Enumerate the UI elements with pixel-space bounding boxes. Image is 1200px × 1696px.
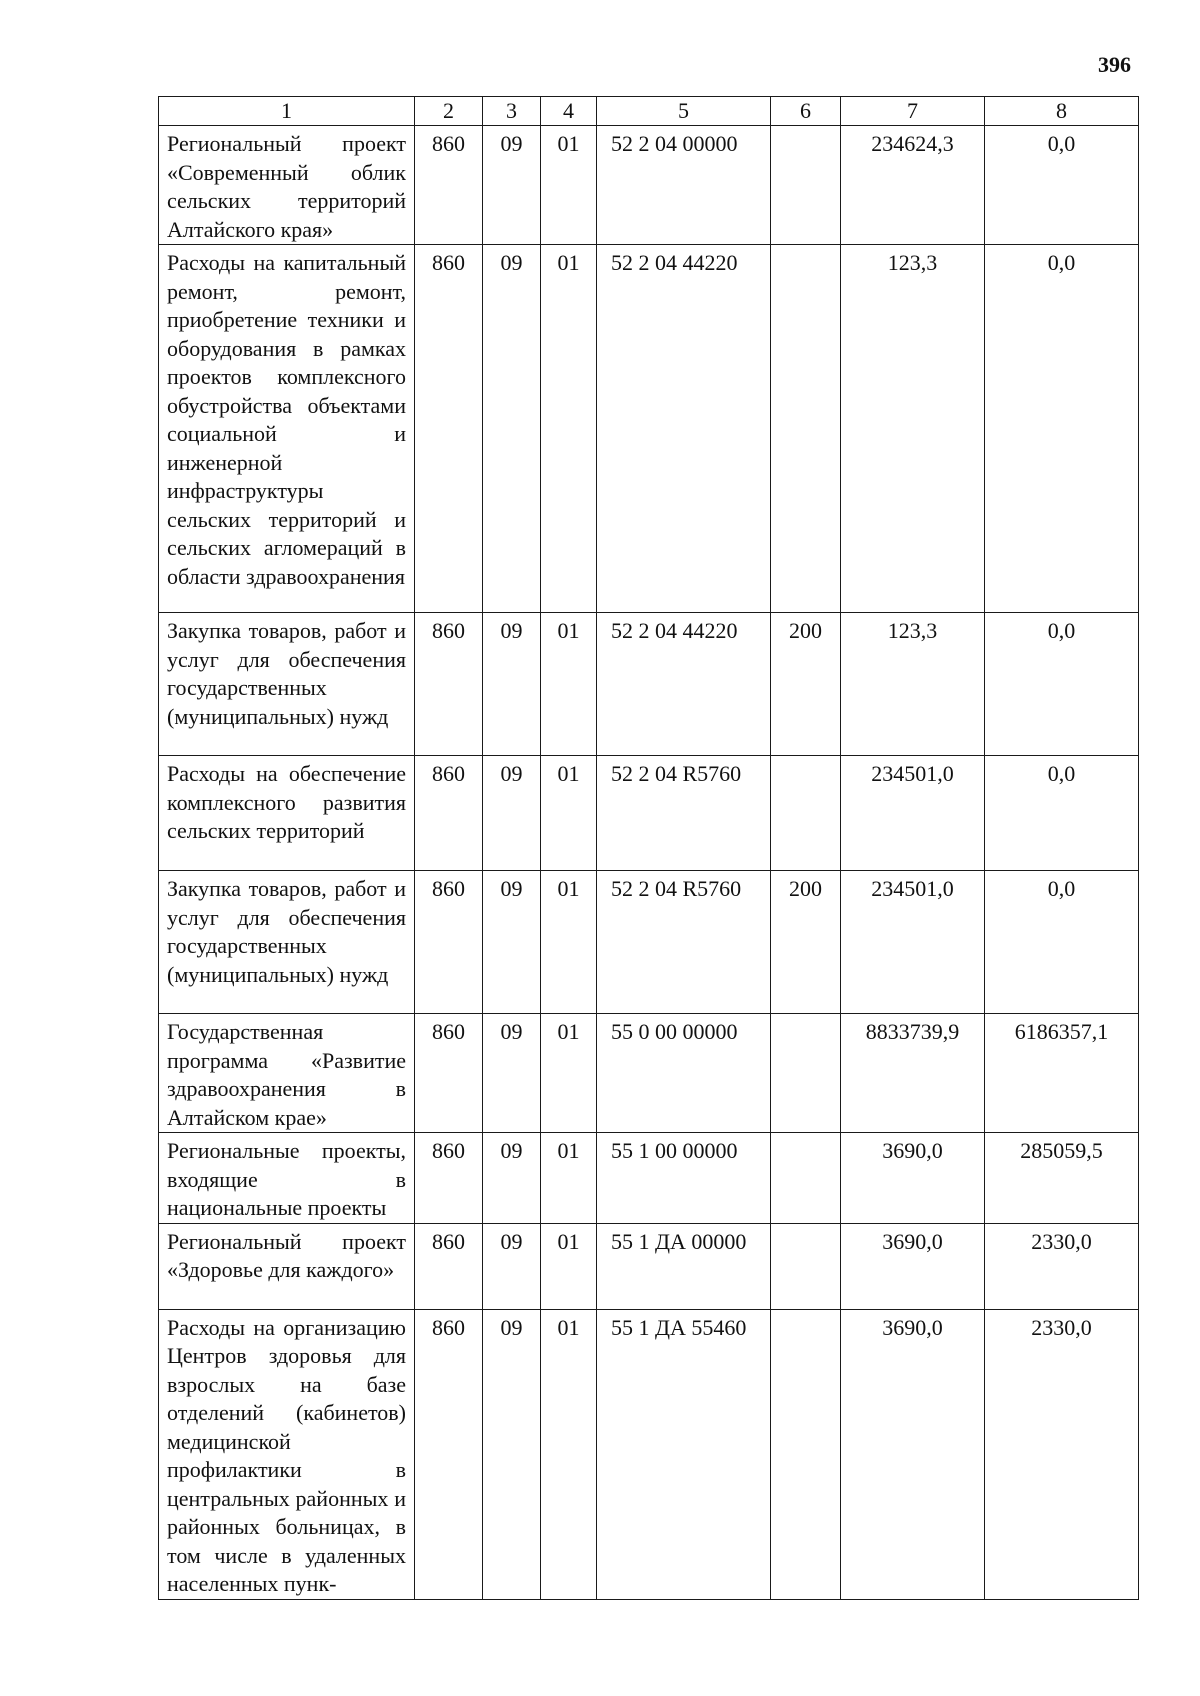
amount-year-2: 6186357,1 bbox=[985, 1014, 1139, 1133]
column-header: 2 bbox=[415, 97, 483, 126]
section-code: 09 bbox=[483, 613, 541, 756]
target-article-code: 55 1 ДА 00000 bbox=[597, 1223, 771, 1309]
chapter-code: 860 bbox=[415, 1223, 483, 1309]
chapter-code: 860 bbox=[415, 1309, 483, 1599]
table-row bbox=[159, 1014, 1139, 1133]
budget-table bbox=[158, 96, 1139, 1600]
row-name: Региональные проекты, входящие в национальные проекты bbox=[159, 1133, 415, 1224]
table-row bbox=[159, 613, 1139, 756]
amount-year-1: 123,3 bbox=[841, 613, 985, 756]
amount-year-2: 0,0 bbox=[985, 126, 1139, 245]
amount-year-1: 234501,0 bbox=[841, 756, 985, 871]
column-header: 3 bbox=[483, 97, 541, 126]
amount-year-2: 2330,0 bbox=[985, 1309, 1139, 1599]
target-article-code: 52 2 04 44220 bbox=[597, 245, 771, 613]
expense-type-code: 200 bbox=[771, 613, 841, 756]
expense-type-code bbox=[771, 1014, 841, 1133]
amount-year-2: 0,0 bbox=[985, 613, 1139, 756]
amount-year-2: 2330,0 bbox=[985, 1223, 1139, 1309]
amount-year-2: 0,0 bbox=[985, 756, 1139, 871]
subsection-code: 01 bbox=[541, 1014, 597, 1133]
chapter-code: 860 bbox=[415, 871, 483, 1014]
column-header: 1 bbox=[159, 97, 415, 126]
subsection-code: 01 bbox=[541, 871, 597, 1014]
subsection-code: 01 bbox=[541, 1133, 597, 1224]
amount-year-1: 234624,3 bbox=[841, 126, 985, 245]
column-header: 8 bbox=[985, 97, 1139, 126]
row-name: Региональный проект «Современный облик сельских территорий Алтайского края» bbox=[159, 126, 415, 245]
table-row bbox=[159, 1309, 1139, 1599]
amount-year-1: 3690,0 bbox=[841, 1223, 985, 1309]
chapter-code: 860 bbox=[415, 1014, 483, 1133]
target-article-code: 52 2 04 44220 bbox=[597, 613, 771, 756]
subsection-code: 01 bbox=[541, 613, 597, 756]
table-row bbox=[159, 756, 1139, 871]
subsection-code: 01 bbox=[541, 1223, 597, 1309]
section-code: 09 bbox=[483, 245, 541, 613]
section-code: 09 bbox=[483, 1309, 541, 1599]
amount-year-2: 285059,5 bbox=[985, 1133, 1139, 1224]
row-name: Закупка товаров, работ и услуг для обеспечения государственных (муниципальных) нужд bbox=[159, 871, 415, 1014]
section-code: 09 bbox=[483, 126, 541, 245]
amount-year-1: 8833739,9 bbox=[841, 1014, 985, 1133]
table-row bbox=[159, 1133, 1139, 1224]
row-name: Государственная программа «Развитие здравоохранения в Алтайском крае» bbox=[159, 1014, 415, 1133]
target-article-code: 52 2 04 R5760 bbox=[597, 871, 771, 1014]
section-code: 09 bbox=[483, 1223, 541, 1309]
target-article-code: 55 1 ДА 55460 bbox=[597, 1309, 771, 1599]
expense-type-code bbox=[771, 756, 841, 871]
table-row bbox=[159, 1223, 1139, 1309]
subsection-code: 01 bbox=[541, 756, 597, 871]
header-row bbox=[159, 97, 1139, 126]
expense-type-code bbox=[771, 1309, 841, 1599]
amount-year-2: 0,0 bbox=[985, 245, 1139, 613]
amount-year-1: 123,3 bbox=[841, 245, 985, 613]
subsection-code: 01 bbox=[541, 1309, 597, 1599]
chapter-code: 860 bbox=[415, 126, 483, 245]
section-code: 09 bbox=[483, 1014, 541, 1133]
subsection-code: 01 bbox=[541, 126, 597, 245]
row-name: Региональный проект «Здоровье для каждого» bbox=[159, 1223, 415, 1309]
amount-year-1: 3690,0 bbox=[841, 1309, 985, 1599]
column-header: 6 bbox=[771, 97, 841, 126]
row-name: Расходы на капитальный ремонт, ремонт, приобретение техники и оборудования в рамках проектов комплексного обустройства объектами социальной и инженерной инфраструктуры сельских территорий и сельских агломераций в области здравоохранения bbox=[159, 245, 415, 613]
target-article-code: 55 0 00 00000 bbox=[597, 1014, 771, 1133]
section-code: 09 bbox=[483, 871, 541, 1014]
table-row bbox=[159, 126, 1139, 245]
expense-type-code bbox=[771, 1133, 841, 1224]
row-name: Расходы на обеспечение комплексного развития сельских территорий bbox=[159, 756, 415, 871]
chapter-code: 860 bbox=[415, 756, 483, 871]
page-number: 396 bbox=[1098, 52, 1131, 77]
table-row bbox=[159, 871, 1139, 1014]
section-code: 09 bbox=[483, 1133, 541, 1224]
subsection-code: 01 bbox=[541, 245, 597, 613]
chapter-code: 860 bbox=[415, 1133, 483, 1224]
amount-year-2: 0,0 bbox=[985, 871, 1139, 1014]
amount-year-1: 3690,0 bbox=[841, 1133, 985, 1224]
column-header: 7 bbox=[841, 97, 985, 126]
table-row bbox=[159, 245, 1139, 613]
row-name: Закупка товаров, работ и услуг для обеспечения государственных (муниципальных) нужд bbox=[159, 613, 415, 756]
target-article-code: 52 2 04 R5760 bbox=[597, 756, 771, 871]
column-header: 4 bbox=[541, 97, 597, 126]
expense-type-code bbox=[771, 245, 841, 613]
section-code: 09 bbox=[483, 756, 541, 871]
target-article-code: 52 2 04 00000 bbox=[597, 126, 771, 245]
amount-year-1: 234501,0 bbox=[841, 871, 985, 1014]
column-header: 5 bbox=[597, 97, 771, 126]
target-article-code: 55 1 00 00000 bbox=[597, 1133, 771, 1224]
expense-type-code bbox=[771, 126, 841, 245]
expense-type-code: 200 bbox=[771, 871, 841, 1014]
expense-type-code bbox=[771, 1223, 841, 1309]
chapter-code: 860 bbox=[415, 245, 483, 613]
row-name: Расходы на организацию Центров здоровья для взрослых на базе отделений (кабинетов) медицинской профилактики в центральных районных и районных больницах, в том числе в удаленных населенных пунк- bbox=[159, 1309, 415, 1599]
chapter-code: 860 bbox=[415, 613, 483, 756]
